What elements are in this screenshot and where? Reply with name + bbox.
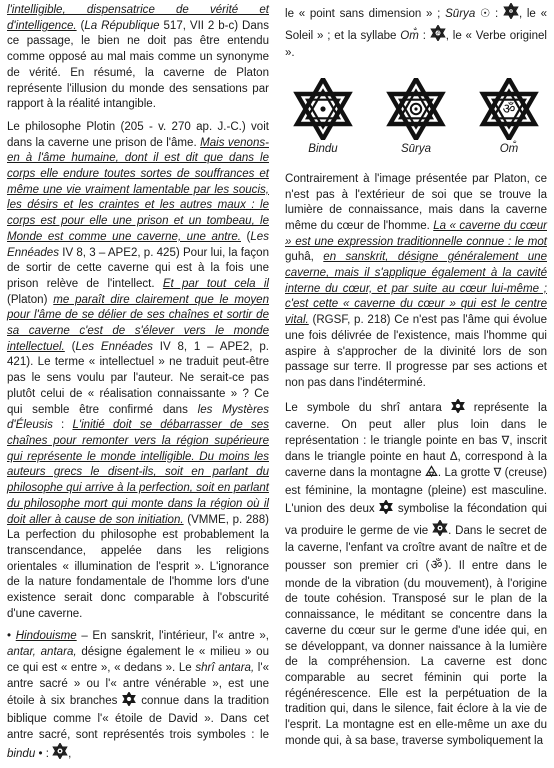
text-run: La « caverne du cœur » est une expression traditionnelle connue : le mot <box>285 219 547 248</box>
section-heading: Hindouisme <box>15 630 77 643</box>
om-icon <box>429 557 444 577</box>
symbol-om <box>473 78 545 158</box>
hexagram-icon <box>451 399 465 419</box>
paragraph-2 <box>7 120 269 623</box>
paragraph-hindouisme: • Hindouisme – En sanskrit, l'intérieur, l'« antre », antar, antara, désigne également le « milieu » ou ce qui est « entre », « dedans ». Le shrî antara, l'« antre sacré » ou l'« antre vénérable », est une étoile à six branches connue dans la tradition biblique comme l'« étoile de David ». Dans cet antre sacré, sont représentés trois symboles : le bindu • : , <box>7 629 269 765</box>
svg-text:ॐ: ॐ <box>430 557 443 571</box>
text-run: ( <box>241 230 251 243</box>
text-run: Les Ennéades <box>7 230 269 259</box>
surya-hexagram-icon <box>503 3 519 25</box>
text-run: me paraît dire clairement que le moyen pour l'âme de se délier de ses chaînes et sortir de sa caverne c'est de s'élever vers le monde intellectuel. <box>7 293 270 353</box>
om-star-icon <box>473 78 545 140</box>
om-hexagram-icon <box>430 25 446 47</box>
text-run: Mais venons-en à l'âme humaine, dont il est dit que dans le corps elle endure toutes sortes de souffrances et même une vie vraiment lamentable par les soucis, les désirs et les craintes et les autres maux : le corps est pour elle une prison et un tombeau, le Monde est comme une caverne, une antre. <box>7 136 269 243</box>
text-run: l'intelligible, dispensatrice de vérité et d'intelligence. <box>7 4 269 32</box>
paragraph-shri-antara: Le symbole du shrî antara représente la caverne. On peut aller plus loin dans le représentation : le triangle pointe en bas ∇, inscrit dans le triangle pointe en haut Δ, correspond à la caverne dans la montagne . La grotte ∇ (creuse) est féminine, la montagne (pleine) est masculine. L'union des deux symbolise la fécondation qui va produire le germe de vie . Dans le secret de la caverne, l'enfant va croître avant de naître et de pousser son premier cri ( ॐ ). Il entre dans le monde de la vibration (du mouvement), à l'origine de toute cohésion. Transposé sur le plan de la connaissance, le méditant se concentre dans la caverne du cœur sur le germe d'une idée qui, en se développant, va donner naissance à la lumière de la compréhension. La caverne est donc comparable au secret féminin qui porte la régénérescence. Elle est la perpétuation de la tradition qui, dans le silence, fait éclore à la vie de l'esprit. La montagne est en elle-même un axe du monde qui, à sa base, traverse symboliquement la <box>285 399 547 750</box>
symbol-caption: Sūrya <box>400 143 432 156</box>
symbol-caption: Bindu <box>308 143 338 156</box>
text-run: IV 8, 3 – APE2, p. 425) Pour lui, la façon de sortir de cette caverne qui est à la fois une prison relève de l'intellect. <box>7 246 269 290</box>
svg-text:ॐ: ॐ <box>502 101 516 118</box>
text-run: 517, VII 2 b-c) Dans ce passage, le bien ne doit pas être entendu comme opposé au mal mais comme un synonyme de vérité. En résumé, la caverne de Platon représente l'illusion du monde des sensations par rapport à la réalité intangible. <box>7 19 269 111</box>
paragraph-symbols-intro: le « point sans dimension » ; Sūrya ☉ : , le « Soleil » ; et la syllabe Om̐ : ॐ , le « Verbe originel ». <box>285 3 547 62</box>
text-run: Le philosophe Plotin (205 - v. 270 ap. J.-C.) voit dans la caverne une prison de l'âme. <box>7 120 269 149</box>
hexagram-icon <box>122 692 136 712</box>
text-run: ( <box>64 340 76 353</box>
text-run: IV 8, 1 – APE2, p. 421). Le terme « intellectuel » ne traduit peut-être pas le sens voulu par l'auteur. Ne serait-ce pas plutôt celui de « réalisation connaissante » ? Ce qui semble être confirmé dans <box>7 340 269 416</box>
bindu-star-icon <box>287 78 359 140</box>
paragraph-cave-heart <box>285 172 547 392</box>
symbol-bindu <box>287 78 359 158</box>
hexagram-icon <box>379 500 393 520</box>
symbol-caption: Om̐ <box>499 143 519 156</box>
bindu-hexagram-icon <box>52 743 68 765</box>
left-column <box>7 3 269 765</box>
text-run: ( <box>76 19 85 32</box>
text-run: L'initié doit se débarrasser de ses chaînes pour remonter vers la région supérieure qui représente le monde intelligible. Du moins les auteurs grecs le disent-ils, soit en parlant du philosophe qui arrive à la perfection, soit en parlant du philosophe mort qui monte dans la région où il doit aller à cause de son initiation. <box>7 419 270 526</box>
svg-text:ॐ: ॐ <box>435 30 440 36</box>
text-run: Et par tout cela il <box>162 277 269 290</box>
symbol-surya <box>380 78 452 158</box>
text-run: Les Ennéades <box>75 340 153 353</box>
symbols-figure <box>285 78 547 158</box>
text-run: les Mystères d'Éleusis <box>7 403 269 432</box>
text-run: (Platon) <box>7 293 54 306</box>
text-run: La République <box>84 19 160 32</box>
triangle-icon <box>425 465 438 484</box>
text-run: : <box>52 419 73 432</box>
text-run: en sanskrit, désigne généralement une caverne, mais il s'applique également à la cavité interne du cœur, et par suite au cœur lui-même ; c'est cette « caverne du cœur » qui est le centre vital. <box>285 251 548 327</box>
text-run: (RGSF, p. 218) Ce n'est pas l'âme qui évolue une fois délivrée de l'existence, mais l'homme qui aspire à s'approcher de la divinité lors de son passage sur terre. Il progresse par ses actions et non pas dans l'indéterminé. <box>285 314 547 389</box>
paragraph-1 <box>7 3 269 113</box>
bindu-hexagram-icon <box>432 520 448 542</box>
text-run: (VMME, p. 288) La perfection du philosophe est probablement la transcendance, appelée dans les religions orientales « illumination de l'esprit ». L'ignorance de la nature fondamentale de l'homme lors d'une existence serait donc comparable à l'obscurité d'une caverne. <box>7 513 269 620</box>
text-run: guhâ, <box>285 251 324 264</box>
text-run: Contrairement à l'image présentée par Platon, ce n'est pas à l'extérieur de soi que se trouve la lumière de connaissance, mais dans la caverne même du cœur de l'homme. <box>285 172 547 232</box>
surya-star-icon <box>380 78 452 140</box>
right-column <box>285 3 547 749</box>
